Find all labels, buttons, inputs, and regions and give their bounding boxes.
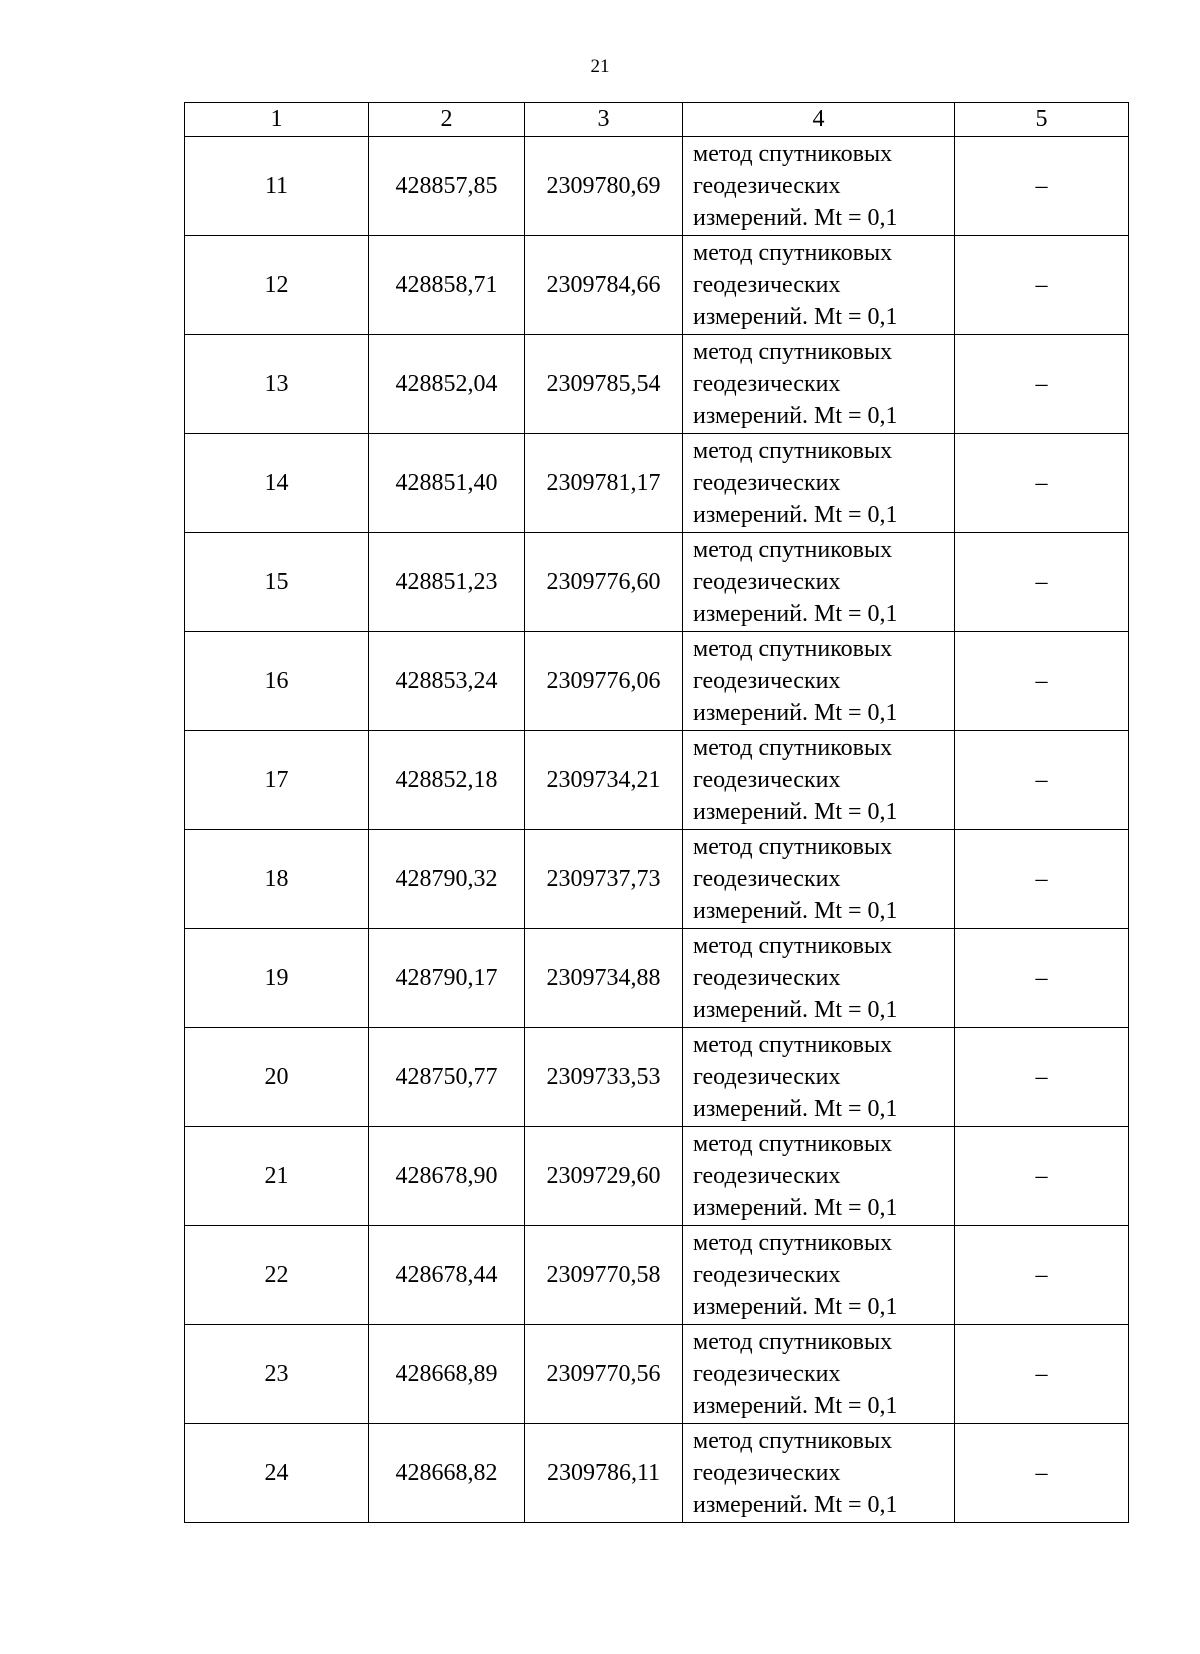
method-line-2: геодезических bbox=[693, 569, 841, 595]
method-line-2: геодезических bbox=[693, 1460, 841, 1486]
method-cell bbox=[683, 236, 955, 335]
method-line-1: метод спутниковых bbox=[693, 438, 893, 464]
point-number-cell: 14 bbox=[185, 434, 369, 533]
method-cell bbox=[683, 434, 955, 533]
method-line-1: метод спутниковых bbox=[693, 735, 893, 761]
point-number-cell: 18 bbox=[185, 830, 369, 929]
method-cell bbox=[683, 1424, 955, 1523]
header-col-2: 2 bbox=[369, 103, 525, 137]
point-number-cell: 13 bbox=[185, 335, 369, 434]
col5-cell: – bbox=[955, 1226, 1129, 1325]
method-line-2: геодезических bbox=[693, 1361, 841, 1387]
method-line-3: измерений. Mt = 0,1 bbox=[693, 304, 898, 330]
table-row bbox=[185, 830, 1129, 929]
method-line-1: метод спутниковых bbox=[693, 1131, 893, 1157]
coordinates-table bbox=[184, 102, 1129, 1523]
table-row bbox=[185, 1028, 1129, 1127]
method-line-2: геодезических bbox=[693, 866, 841, 892]
y-coordinate-cell: 2309770,58 bbox=[525, 1226, 683, 1325]
method-line-3: измерений. Mt = 0,1 bbox=[693, 898, 898, 924]
x-coordinate-cell: 428668,89 bbox=[369, 1325, 525, 1424]
point-number-cell: 15 bbox=[185, 533, 369, 632]
method-cell bbox=[683, 632, 955, 731]
method-cell bbox=[683, 731, 955, 830]
method-cell bbox=[683, 830, 955, 929]
method-line-3: измерений. Mt = 0,1 bbox=[693, 403, 898, 429]
table-body bbox=[185, 137, 1129, 1523]
method-line-1: метод спутниковых bbox=[693, 834, 893, 860]
y-coordinate-cell: 2309784,66 bbox=[525, 236, 683, 335]
table-row bbox=[185, 1325, 1129, 1424]
col5-cell: – bbox=[955, 731, 1129, 830]
method-line-3: измерений. Mt = 0,1 bbox=[693, 601, 898, 627]
y-coordinate-cell: 2309776,60 bbox=[525, 533, 683, 632]
method-cell bbox=[683, 335, 955, 434]
point-number-cell: 12 bbox=[185, 236, 369, 335]
method-cell bbox=[683, 1028, 955, 1127]
method-line-3: измерений. Mt = 0,1 bbox=[693, 1294, 898, 1320]
col5-cell: – bbox=[955, 335, 1129, 434]
method-line-2: геодезических bbox=[693, 767, 841, 793]
method-line-3: измерений. Mt = 0,1 bbox=[693, 205, 898, 231]
y-coordinate-cell: 2309780,69 bbox=[525, 137, 683, 236]
x-coordinate-cell: 428750,77 bbox=[369, 1028, 525, 1127]
y-coordinate-cell: 2309770,56 bbox=[525, 1325, 683, 1424]
table-row bbox=[185, 434, 1129, 533]
y-coordinate-cell: 2309776,06 bbox=[525, 632, 683, 731]
y-coordinate-cell: 2309781,17 bbox=[525, 434, 683, 533]
point-number-cell: 11 bbox=[185, 137, 369, 236]
method-line-2: геодезических bbox=[693, 1163, 841, 1189]
method-line-2: геодезических bbox=[693, 1262, 841, 1288]
table-header bbox=[185, 103, 1129, 137]
point-number-cell: 21 bbox=[185, 1127, 369, 1226]
method-line-2: геодезических bbox=[693, 272, 841, 298]
point-number-cell: 24 bbox=[185, 1424, 369, 1523]
x-coordinate-cell: 428678,44 bbox=[369, 1226, 525, 1325]
point-number-cell: 17 bbox=[185, 731, 369, 830]
table-row bbox=[185, 1424, 1129, 1523]
method-line-1: метод спутниковых bbox=[693, 1032, 893, 1058]
method-cell bbox=[683, 1127, 955, 1226]
method-line-1: метод спутниковых bbox=[693, 1230, 893, 1256]
point-number-cell: 19 bbox=[185, 929, 369, 1028]
method-line-1: метод спутниковых bbox=[693, 141, 893, 167]
header-col-3: 3 bbox=[525, 103, 683, 137]
page-number: 21 bbox=[590, 56, 610, 77]
point-number-cell: 23 bbox=[185, 1325, 369, 1424]
method-line-1: метод спутниковых bbox=[693, 933, 893, 959]
x-coordinate-cell: 428790,17 bbox=[369, 929, 525, 1028]
method-line-2: геодезических bbox=[693, 371, 841, 397]
method-line-3: измерений. Mt = 0,1 bbox=[693, 700, 898, 726]
x-coordinate-cell: 428857,85 bbox=[369, 137, 525, 236]
method-line-1: метод спутниковых bbox=[693, 537, 893, 563]
method-line-3: измерений. Mt = 0,1 bbox=[693, 997, 898, 1023]
y-coordinate-cell: 2309785,54 bbox=[525, 335, 683, 434]
method-line-2: геодезических bbox=[693, 668, 841, 694]
y-coordinate-cell: 2309733,53 bbox=[525, 1028, 683, 1127]
col5-cell: – bbox=[955, 533, 1129, 632]
x-coordinate-cell: 428853,24 bbox=[369, 632, 525, 731]
method-line-3: измерений. Mt = 0,1 bbox=[693, 1096, 898, 1122]
x-coordinate-cell: 428678,90 bbox=[369, 1127, 525, 1226]
table-row bbox=[185, 731, 1129, 830]
col5-cell: – bbox=[955, 1424, 1129, 1523]
method-line-3: измерений. Mt = 0,1 bbox=[693, 1492, 898, 1518]
col5-cell: – bbox=[955, 1028, 1129, 1127]
col5-cell: – bbox=[955, 1127, 1129, 1226]
table-row bbox=[185, 632, 1129, 731]
col5-cell: – bbox=[955, 236, 1129, 335]
method-line-2: геодезических bbox=[693, 1064, 841, 1090]
method-line-2: геодезических bbox=[693, 173, 841, 199]
x-coordinate-cell: 428858,71 bbox=[369, 236, 525, 335]
method-line-1: метод спутниковых bbox=[693, 339, 893, 365]
header-col-5: 5 bbox=[955, 103, 1129, 137]
y-coordinate-cell: 2309729,60 bbox=[525, 1127, 683, 1226]
header-col-1: 1 bbox=[185, 103, 369, 137]
method-line-1: метод спутниковых bbox=[693, 1428, 893, 1454]
method-line-1: метод спутниковых bbox=[693, 1329, 893, 1355]
method-line-3: измерений. Mt = 0,1 bbox=[693, 799, 898, 825]
method-cell bbox=[683, 533, 955, 632]
method-cell bbox=[683, 1226, 955, 1325]
table-row bbox=[185, 929, 1129, 1028]
method-line-3: измерений. Mt = 0,1 bbox=[693, 502, 898, 528]
method-line-2: геодезических bbox=[693, 965, 841, 991]
col5-cell: – bbox=[955, 830, 1129, 929]
point-number-cell: 16 bbox=[185, 632, 369, 731]
y-coordinate-cell: 2309737,73 bbox=[525, 830, 683, 929]
point-number-cell: 20 bbox=[185, 1028, 369, 1127]
point-number-cell: 22 bbox=[185, 1226, 369, 1325]
header-col-4: 4 bbox=[683, 103, 955, 137]
table-row bbox=[185, 1127, 1129, 1226]
method-cell bbox=[683, 929, 955, 1028]
method-line-3: измерений. Mt = 0,1 bbox=[693, 1393, 898, 1419]
table-row bbox=[185, 137, 1129, 236]
x-coordinate-cell: 428851,40 bbox=[369, 434, 525, 533]
method-line-1: метод спутниковых bbox=[693, 636, 893, 662]
y-coordinate-cell: 2309786,11 bbox=[525, 1424, 683, 1523]
x-coordinate-cell: 428851,23 bbox=[369, 533, 525, 632]
x-coordinate-cell: 428852,18 bbox=[369, 731, 525, 830]
y-coordinate-cell: 2309734,21 bbox=[525, 731, 683, 830]
method-cell bbox=[683, 137, 955, 236]
y-coordinate-cell: 2309734,88 bbox=[525, 929, 683, 1028]
table-row bbox=[185, 1226, 1129, 1325]
method-cell bbox=[683, 1325, 955, 1424]
col5-cell: – bbox=[955, 632, 1129, 731]
table-row bbox=[185, 236, 1129, 335]
x-coordinate-cell: 428668,82 bbox=[369, 1424, 525, 1523]
col5-cell: – bbox=[955, 1325, 1129, 1424]
header-row bbox=[185, 103, 1129, 137]
col5-cell: – bbox=[955, 929, 1129, 1028]
table-row bbox=[185, 533, 1129, 632]
col5-cell: – bbox=[955, 434, 1129, 533]
x-coordinate-cell: 428790,32 bbox=[369, 830, 525, 929]
method-line-3: измерений. Mt = 0,1 bbox=[693, 1195, 898, 1221]
col5-cell: – bbox=[955, 137, 1129, 236]
method-line-1: метод спутниковых bbox=[693, 240, 893, 266]
method-line-2: геодезических bbox=[693, 470, 841, 496]
x-coordinate-cell: 428852,04 bbox=[369, 335, 525, 434]
table-row bbox=[185, 335, 1129, 434]
